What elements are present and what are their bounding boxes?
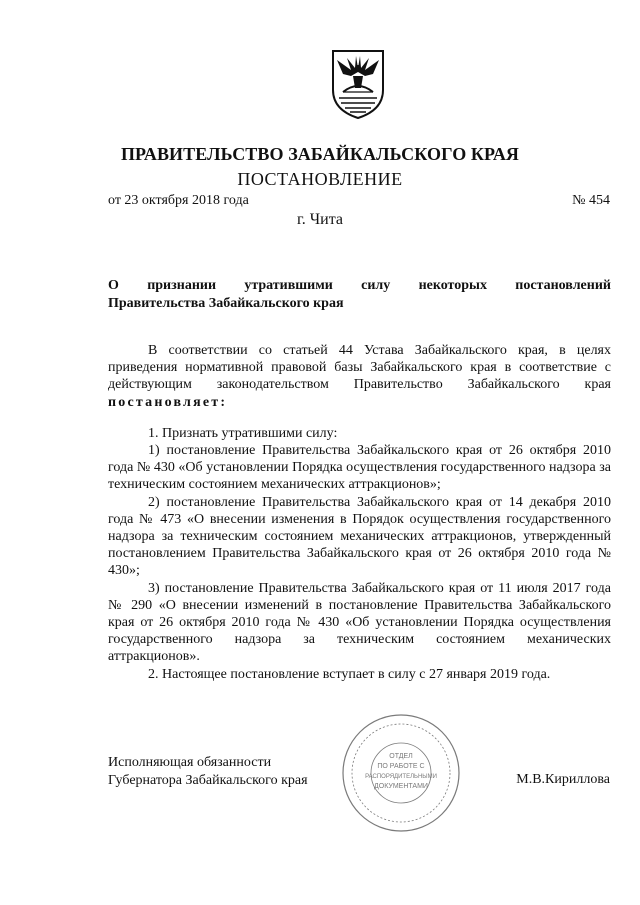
paragraph-gap [108,411,611,425]
document-subject [108,277,611,313]
item-1-2: 2) постановление Правительства Забайкальского края от 14 декабря 2010 года № 473 «О внесении изменения в Порядок осуществления государственного надзора за техническим состоянием механических аттракционов, утвержденный постановлением Правительства Забайкальского края от 26 октября 2010 года № 430»; [108,494,611,579]
stamp-line-4: ДОКУМЕНТАМИ [374,783,428,790]
subject-word: О [108,278,119,293]
item-2: 2. Настоящее постановление вступает в силу с 27 января 2019 года. [148,666,551,682]
signatory-name: М.В.Кириллова [516,772,610,787]
official-stamp [340,712,462,834]
subject-word: силу [361,278,391,293]
subject-word: постановлений [515,278,611,293]
document-number: № 454 [572,193,610,208]
item-1-1: 1) постановление Правительства Забайкальского края от 26 октября 2010 года № 430 «Об установлении Порядка осуществления государственного надзора за техническим состоянием механических аттракционов»; [108,443,611,493]
position-line-1: Исполняющая обязанности [108,755,272,770]
signatory-position [108,754,308,790]
document-date: от 23 октября 2018 года [108,193,249,208]
subject-word: некоторых [418,278,487,293]
stamp-line-1: ОТДЕЛ [389,753,413,760]
item-1-3: 3) постановление Правительства Забайкальского края от 11 июля 2017 года № 290 «О внесении изменений в постановление Правительства Забайкальского края от 26 октября 2010 года № 430 «Об установлении Порядка осуществления государственного надзора за техническим состоянием механических аттракционов». [108,580,611,665]
item-1-title: 1. Признать утратившими силу: [148,425,338,441]
stamp-line-3: РАСПОРЯДИТЕЛЬНЫМИ [365,774,437,780]
stamp-line-2: ПО РАБОТЕ С [377,763,425,770]
decree-word: постановляет: [108,394,228,410]
subject-word: признании [147,278,217,293]
document-type: ПОСТАНОВЛЕНИЕ [237,169,403,189]
subject-line-2: Правительства Забайкальского края [108,296,344,311]
coat-of-arms-icon [329,48,387,120]
subject-word: утратившими [244,278,333,293]
preamble-paragraph [108,342,611,411]
document-city: г. Чита [296,211,343,228]
position-line-2: Губернатора Забайкальского края [108,773,308,788]
subject-line-1 [108,277,611,295]
document-body [108,342,611,683]
preamble-text: В соответствии со статьей 44 Устава Забайкальского края, в целях приведения нормативной правовой базы Забайкальского края в соответствие с действующим законодательством Правительство Забайкальского края [108,343,611,393]
government-title: ПРАВИТЕЛЬСТВО ЗАБАЙКАЛЬСКОГО КРАЯ [120,144,520,164]
